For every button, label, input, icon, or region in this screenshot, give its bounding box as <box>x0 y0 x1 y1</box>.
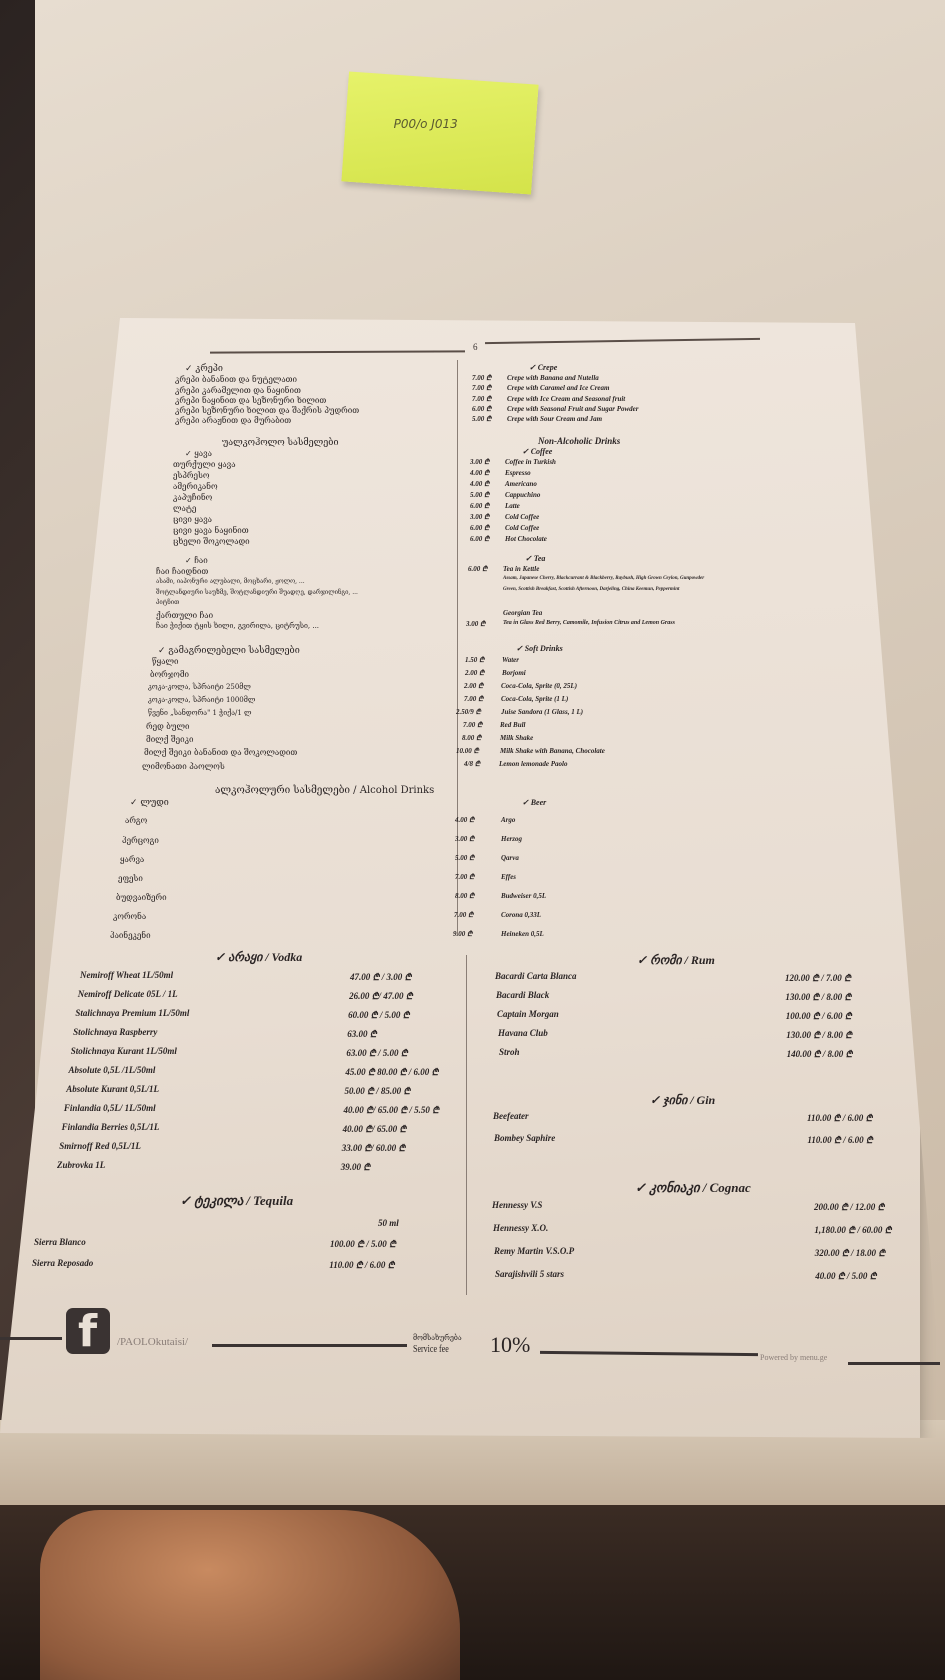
menu-line-en: Tea in Kettle <box>503 565 540 573</box>
menu-price: 3.00 ₾ <box>466 620 486 628</box>
menu-line-geo: ცივი ყავა ნაყინით <box>173 526 249 535</box>
menu-line-geo: ✓ ყავა <box>185 449 212 458</box>
drink-price: 63.00 ₾ <box>347 1029 377 1039</box>
menu-price: 5.00 ₾ <box>455 854 475 862</box>
gin-title: ✓ ჯინი / Gin <box>650 1093 716 1107</box>
menu-line-geo: უალკოჰოლო სასმელები <box>222 438 339 448</box>
drink-name: Sierra Blanco <box>34 1237 86 1247</box>
service-fee-percent: 10% <box>490 1332 531 1357</box>
menu-line-en: ✓ Beer <box>522 798 547 807</box>
menu-line-geo: ✓ კრეპი <box>185 364 223 374</box>
menu-price: 6.00 ₾ <box>470 502 490 510</box>
footer-rule-2 <box>212 1344 407 1347</box>
menu-line-geo: წვენი „სანდორა" 1 ჭიქა/1 ლ <box>148 709 252 717</box>
drink-name: Absolute Kurant 0,5L/1L <box>66 1084 159 1094</box>
menu-line-geo: კრეპი კარამელით და ნაყინით <box>175 386 301 395</box>
menu-line-en: Crepe with Sour Cream and Jam <box>507 415 603 423</box>
drink-name: Nemiroff Delicate 05L / 1L <box>77 989 178 999</box>
menu-line-geo: კრეპი ნაყინით და სეზონური ხილით <box>175 396 327 405</box>
drink-price: 45.00 ₾ 80.00 ₾ / 6.00 ₾ <box>345 1067 439 1077</box>
menu-price: 2.00 ₾ <box>464 682 484 690</box>
drink-name: Finlandia Berries 0,5L/1L <box>61 1122 160 1132</box>
menu-price: 7.00 ₾ <box>454 911 474 919</box>
menu-price: 2.50/9 ₾ <box>456 708 481 716</box>
drink-name: Stolichnaya Raspberry <box>73 1027 158 1037</box>
menu-line-en: Argo <box>501 816 516 824</box>
drink-price: 110.00 ₾ / 6.00 ₾ <box>807 1135 873 1145</box>
menu-line-en: Cappuchino <box>505 491 541 499</box>
drink-name: Zubrovka 1L <box>57 1160 106 1170</box>
menu-line-geo: რედ ბული <box>146 722 190 731</box>
menu-price: 10.00 ₾ <box>456 747 479 755</box>
menu-line-en: Assam, Japanese Cherry, Blackcurrant & Blackberry, Raybush, High Grown Ceylon, Gunpowder <box>503 576 705 581</box>
menu-line-en: Georgian Tea <box>503 609 543 617</box>
service-fee-label: Service fee <box>413 1344 449 1355</box>
drink-name: Stroh <box>499 1047 520 1057</box>
column-divider-bottom <box>466 955 467 1295</box>
service-fee-geo: მომსახურება <box>413 1334 462 1342</box>
menu-line-en: Red Bull <box>500 721 526 729</box>
drink-price: 140.00 ₾ / 8.00 ₾ <box>786 1049 853 1059</box>
menu-price: 7.00 ₾ <box>464 695 484 703</box>
menu-line-en: ✓ Coffee <box>522 447 553 456</box>
drink-price: 47.00 ₾ / 3.00 ₾ <box>350 972 412 982</box>
menu-line-geo: ალკოჰოლური სასმელები / Alcohol Drinks <box>215 785 435 796</box>
menu-line-geo: ყარვა <box>120 855 145 864</box>
menu-price: 8.00 ₾ <box>455 892 475 900</box>
menu-price: 7.00 ₾ <box>463 721 483 729</box>
menu-line-en: Herzog <box>501 835 522 843</box>
menu-line-geo: ცივი ყავა <box>173 515 213 524</box>
menu-price: 4.00 ₾ <box>470 480 490 488</box>
drink-price: 130.00 ₾ / 8.00 ₾ <box>785 992 852 1002</box>
menu-line-geo: კოკა-კოლა, სპრაიტი 1000მლ <box>148 696 256 704</box>
menu-line-en: Heineken 0,5L <box>501 930 544 938</box>
drink-name: Nemiroff Wheat 1L/50ml <box>80 970 174 980</box>
menu-line-en: Crepe with Seasonal Fruit and Sugar Powder <box>507 405 639 413</box>
menu-line-en: Latte <box>505 502 520 510</box>
drink-price: 39.00 ₾ <box>340 1162 371 1172</box>
footer-rule-1 <box>0 1337 62 1340</box>
drink-price: 110.00 ₾ / 6.00 ₾ <box>807 1113 873 1123</box>
drink-price: 1,180.00 ₾ / 60.00 ₾ <box>814 1225 892 1235</box>
menu-price: 3.00 ₾ <box>470 513 490 521</box>
menu-line-geo: ბუდვაიზერი <box>116 893 167 902</box>
drink-price: 63.00 ₾ / 5.00 ₾ <box>346 1048 408 1058</box>
menu-price: 6.00 ₾ <box>470 524 490 532</box>
menu-line-en: Corona 0,33L <box>501 911 542 919</box>
drink-name: Smirnoff Red 0,5L/1L <box>59 1141 141 1151</box>
menu-line-geo: მილქ შეიკი <box>146 735 194 744</box>
drink-price: 26.00 ₾/ 47.00 ₾ <box>349 991 413 1001</box>
menu-line-en: ✓ Crepe <box>529 363 558 372</box>
drink-name: Bombey Saphire <box>494 1133 556 1143</box>
menu-line-geo: ქართული ჩაი <box>156 611 214 620</box>
menu-price: 5.00 ₾ <box>472 415 492 423</box>
drink-name: Stolichnaya Kurant 1L/50ml <box>70 1046 177 1056</box>
cognac-title: ✓ კონიაკი / Cognac <box>635 1180 751 1195</box>
drink-price: 60.00 ₾ / 5.00 ₾ <box>348 1010 410 1020</box>
drink-name: Bacardi Carta Blanca <box>495 971 577 981</box>
menu-line-geo: ბორჯომი <box>150 670 189 679</box>
menu-line-en: ✓ Soft Drinks <box>516 644 563 653</box>
drink-name: Beefeater <box>493 1111 529 1121</box>
menu-price: 7.00 ₾ <box>455 873 475 881</box>
menu-line-en: Green, Scottish Breakfast, Scottish Afternoon, Darjeling, China Keemun, Peppermint <box>503 587 680 592</box>
menu-line-geo: ჰერცოგი <box>122 836 159 845</box>
menu-line-geo: კოკა-კოლა, სპრაიტი 250მლ <box>148 683 251 691</box>
menu-price: 8.00 ₾ <box>462 734 482 742</box>
drink-price: 50.00 ₾ / 85.00 ₾ <box>344 1086 411 1096</box>
menu-price: 3.00 ₾ <box>470 458 490 466</box>
menu-line-en: ✓ Tea <box>525 554 546 563</box>
drink-name: Havana Club <box>498 1028 548 1038</box>
menu-line-en: Coffee in Turkish <box>505 458 556 466</box>
menu-line-geo: ესპრესო <box>173 471 210 480</box>
tequila-title: ✓ ტეკილა / Tequila <box>180 1193 294 1208</box>
menu-line-geo: ჩაი ჭიქით ტყის ხილი, გვირილა, ციტრუსი, ... <box>156 622 320 630</box>
menu-price: 9.00 ₾ <box>453 930 473 938</box>
drink-name: Absolute 0,5L /1L/50ml <box>68 1065 156 1075</box>
menu-price: 5.00 ₾ <box>470 491 490 499</box>
menu-line-geo: კაპუჩინო <box>173 493 213 502</box>
menu-line-en: Cold Coffee <box>505 513 540 521</box>
drink-price: 200.00 ₾ / 12.00 ₾ <box>814 1202 885 1212</box>
menu-line-en: Milk Shake with Banana, Chocolate <box>500 747 605 755</box>
facebook-f-glyph: f <box>78 1306 98 1357</box>
menu-line-geo: კრეპი არაჟნით და მურაბით <box>175 416 292 425</box>
menu-line-geo: კრეპი ბანანით და ნუტელათი <box>175 375 298 384</box>
column-divider-top <box>457 360 458 935</box>
menu-line-en: Milk Shake <box>500 734 534 742</box>
menu-line-en: Cold Coffee <box>505 524 540 532</box>
menu-line-en: Budweiser 0,5L <box>501 892 547 900</box>
menu-line-en: Qarva <box>501 854 519 862</box>
menu-line-en: Crepe with Ice Cream and Seasonal fruit <box>507 395 626 403</box>
menu-line-geo: ამერიკანო <box>173 482 218 491</box>
drink-price: 40.00 ₾/ 65.00 ₾ <box>342 1124 407 1134</box>
menu-price: 4.00 ₾ <box>470 469 490 477</box>
menu-line-en: Borjomi <box>502 669 526 677</box>
menu-line-en: Crepe with Banana and Nutella <box>507 374 599 382</box>
menu-line-geo: ჩაი ჩაიდნით <box>156 567 209 576</box>
menu-price: 4.00 ₾ <box>455 816 475 824</box>
menu-line-geo: ეფესი <box>118 874 143 883</box>
menu-line-geo: ლატე <box>173 504 197 513</box>
sticky-note <box>341 72 538 195</box>
sticky-note-text: P00/o J013 <box>393 116 458 131</box>
drink-name: Sarajishvili 5 stars <box>495 1269 565 1279</box>
drink-name: Captain Morgan <box>497 1009 559 1019</box>
drink-name: Sierra Reposado <box>32 1258 94 1268</box>
menu-line-en: Tea in Glass Red Berry, Camomile, Infusion Citrus and Lemon Grass <box>503 620 675 626</box>
drink-name: Hennessy V.S <box>492 1200 543 1210</box>
menu-line-en: Coca-Cola, Sprite (1 L) <box>501 695 569 703</box>
drink-name: Finlandia 0,5L/ 1L/50ml <box>63 1103 156 1113</box>
drink-price: 100.00 ₾ / 6.00 ₾ <box>785 1011 852 1021</box>
tequila-unit: 50 ml <box>378 1218 399 1228</box>
menu-line-geo: ასამი, იაპონური ალუბალი, მოცხარი, ჟოლო, ... <box>156 578 305 585</box>
menu-line-geo: მილქ შეიკი ბანანით და შოკოლადით <box>144 748 298 757</box>
menu-price: 4/8 ₾ <box>464 760 481 768</box>
powered-by: Powered by menu.ge <box>760 1353 828 1362</box>
rum-title: ✓ რომი / Rum <box>637 953 715 967</box>
menu-line-geo: კრეპი სეზონური ხილით და შაქრის პუდრით <box>175 406 360 415</box>
menu-line-geo: ჰაინეკენი <box>110 931 151 940</box>
drink-price: 110.00 ₾ / 6.00 ₾ <box>329 1260 395 1270</box>
drink-price: 40.00 ₾ / 5.00 ₾ <box>815 1271 877 1281</box>
drink-price: 100.00 ₾ / 5.00 ₾ <box>330 1239 396 1249</box>
menu-line-en: Lemon lemonade Paolo <box>499 760 568 768</box>
menu-line-en: Non-Alcoholic Drinks <box>538 436 621 446</box>
menu-price: 2.00 ₾ <box>465 669 485 677</box>
menu-line-geo: ✓ ჩაი <box>185 556 208 565</box>
drink-price: 120.00 ₾ / 7.00 ₾ <box>785 973 851 983</box>
menu-line-geo: არგო <box>125 816 148 825</box>
menu-price: 7.00 ₾ <box>472 395 492 403</box>
facebook-handle: /PAOLOkutaisi/ <box>117 1336 189 1348</box>
drink-name: Stalichnaya Premium 1L/50ml <box>75 1008 190 1018</box>
menu-price: 6.00 ₾ <box>470 535 490 543</box>
menu-line-geo: წყალი <box>152 657 179 666</box>
footer-rule-4 <box>848 1362 940 1365</box>
menu-line-en: Americano <box>505 480 537 488</box>
menu-line-geo: ცხელი შოკოლადი <box>173 537 250 546</box>
drink-name: Remy Martin V.S.O.P <box>494 1246 575 1256</box>
menu-line-geo: პიტნით <box>156 599 180 606</box>
page-number: 6 <box>473 342 478 352</box>
menu-line-en: Coca-Cola, Sprite (0, 25L) <box>501 682 578 690</box>
menu-line-geo: შოტლანდიური საუზმე, შოტლანდიური შუადღე, დარჯილინგი, ... <box>156 589 358 596</box>
menu-price: 3.00 ₾ <box>455 835 475 843</box>
menu-line-en: Espresso <box>505 469 531 477</box>
menu-price: 1.50 ₾ <box>465 656 485 664</box>
menu-line-en: Crepe with Caramel and Ice Cream <box>507 384 610 392</box>
menu-price: 6.00 ₾ <box>468 565 488 573</box>
menu-line-en: Hot Chocolate <box>505 535 547 543</box>
menu-price: 7.00 ₾ <box>472 374 492 382</box>
menu-line-geo: კორონა <box>113 912 147 921</box>
menu-line-geo: ✓ ლუდი <box>130 798 169 808</box>
menu-price: 7.00 ₾ <box>472 384 492 392</box>
menu-line-en: Water <box>502 656 519 664</box>
person-knee <box>40 1510 460 1680</box>
drink-name: Hennessy X.O. <box>493 1223 549 1233</box>
drink-price: 320.00 ₾ / 18.00 ₾ <box>814 1248 886 1258</box>
drink-name: Bacardi Black <box>496 990 550 1000</box>
drink-price: 130.00 ₾ / 8.00 ₾ <box>786 1030 853 1040</box>
menu-line-en: Effes <box>501 873 517 881</box>
drink-price: 33.00 ₾/ 60.00 ₾ <box>341 1143 406 1153</box>
menu-line-geo: ✓ გამაგრილებელი სასმელები <box>158 646 300 656</box>
drink-price: 40.00 ₾/ 65.00 ₾ / 5.50 ₾ <box>343 1105 440 1115</box>
menu-line-geo: თურქული ყავა <box>173 460 236 469</box>
vodka-title: ✓ არაყი / Vodka <box>215 950 303 964</box>
menu-line-geo: ლიმონათი პაოლოს <box>142 762 225 771</box>
menu-line-en: Juise Sandora (1 Glass, 1 L) <box>501 708 584 716</box>
menu-price: 6.00 ₾ <box>472 405 492 413</box>
